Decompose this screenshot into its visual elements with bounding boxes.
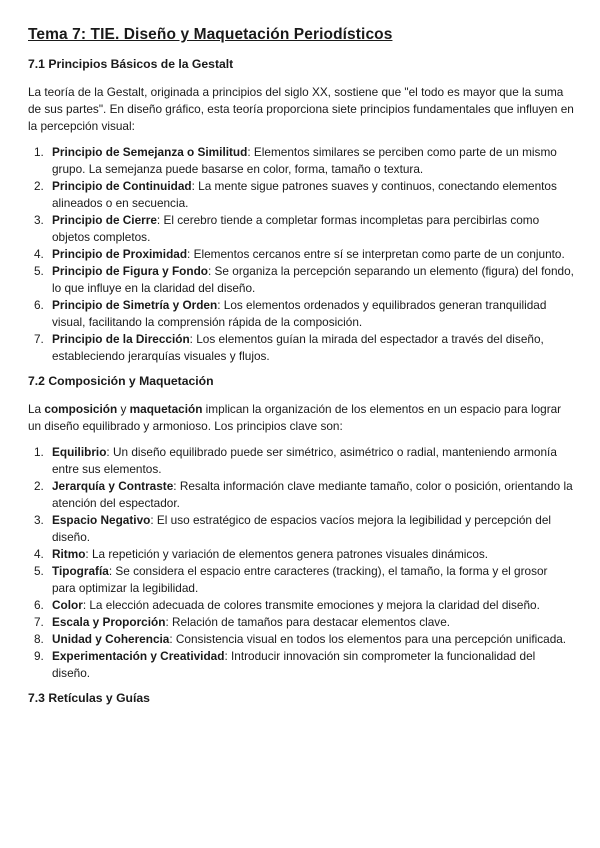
- section-intro: [28, 84, 574, 135]
- intro-text: La: [28, 402, 45, 416]
- intro-bold-term: composición: [44, 402, 118, 416]
- item-description: : Elementos cercanos entre sí se interpretan como parte de un conjunto.: [187, 247, 565, 261]
- list-item: 3. Principio de Cierre: El cerebro tiende a completar formas incompletas para percibirlas como objetos completos.: [34, 213, 540, 244]
- item-term: Experimentación y Creatividad: [52, 649, 225, 663]
- item-term: Principio de Proximidad: [52, 247, 188, 261]
- list-item: 2. Jerarquía y Contraste: Resalta información clave mediante tamaño, color o posición, orientando la atención del espectador.: [34, 479, 573, 510]
- list-item: 4. Principio de Proximidad: Elementos cercanos entre sí se interpretan como parte de un conjunto.: [34, 247, 565, 261]
- section-heading: 7.1 Principios Básicos de la Gestalt: [28, 57, 234, 71]
- item-description: : El cerebro tiende a completar formas incompletas para percibirlas como objetos completos.: [52, 213, 540, 244]
- list-item: 8. Unidad y Coherencia: Consistencia visual en todos los elementos para una percepción unificada.: [34, 632, 567, 646]
- section-composicion: [28, 374, 574, 682]
- intro-text: y: [117, 402, 130, 416]
- item-term: Principio de Simetría y Orden: [52, 298, 218, 312]
- list-item: 5. Tipografía: Se considera el espacio entre caracteres (tracking), el tamaño, la forma y el grosor para optimizar la legibilidad.: [34, 564, 548, 595]
- item-description: : Resalta información clave mediante tamaño, color o posición, orientando la atención del espectador.: [52, 479, 573, 510]
- item-description: : Introducir innovación sin comprometer la funcionalidad del diseño.: [52, 649, 536, 680]
- item-term: Unidad y Coherencia: [52, 632, 170, 646]
- item-description: : Consistencia visual en todos los elementos para una percepción unificada.: [169, 632, 567, 646]
- item-term: Espacio Negativo: [52, 513, 151, 527]
- list-item: 7. Principio de la Dirección: Los elementos guían la mirada del espectador a través del diseño, estableciendo jerarquías visuales y flujos.: [34, 332, 544, 363]
- section-reticulas: [28, 691, 574, 705]
- item-description: : La mente sigue patrones suaves y continuos, conectando elementos alineados o en secuencia.: [52, 179, 557, 210]
- intro-bold-term: maquetación: [129, 402, 203, 416]
- list-item: 2. Principio de Continuidad: La mente sigue patrones suaves y continuos, conectando elementos alineados o en secuencia.: [34, 179, 557, 210]
- list-item: 6. Color: La elección adecuada de colores transmite emociones y mejora la claridad del diseño.: [34, 598, 540, 612]
- item-term: Principio de la Dirección: [52, 332, 190, 346]
- list-item: 3. Espacio Negativo: El uso estratégico de espacios vacíos mejora la legibilidad y percepción del diseño.: [34, 513, 552, 544]
- item-description: : Relación de tamaños para destacar elementos clave.: [165, 615, 451, 629]
- page-title: Tema 7: TIE. Diseño y Maquetación Periodísticos: [28, 26, 393, 43]
- item-description: : El uso estratégico de espacios vacíos mejora la legibilidad y percepción del diseño.: [52, 513, 552, 544]
- item-term: Principio de Semejanza o Similitud: [52, 145, 248, 159]
- item-term: Color: [52, 598, 83, 612]
- list-item: 6. Principio de Simetría y Orden: Los elementos ordenados y equilibrados generan tranquilidad visual, facilitando la comprensión rápida de la composición.: [34, 298, 547, 329]
- item-term: Equilibrio: [52, 445, 107, 459]
- list-item: 4. Ritmo: La repetición y variación de elementos genera patrones visuales dinámicos.: [34, 547, 489, 561]
- item-description: : Un diseño equilibrado puede ser simétrico, asimétrico o radial, manteniendo armonía entre sus elementos.: [52, 445, 557, 476]
- item-description: : Se considera el espacio entre caracteres (tracking), el tamaño, la forma y el grosor para optimizar la legibilidad.: [52, 564, 548, 595]
- list-item: 1. Principio de Semejanza o Similitud: Elementos similares se perciben como parte de un mismo grupo. La semejanza puede basarse en color, forma, tamaño o textura.: [34, 145, 557, 176]
- document-page: [28, 26, 574, 705]
- item-term: Escala y Proporción: [52, 615, 166, 629]
- section-heading: 7.2 Composición y Maquetación: [28, 374, 214, 388]
- list-item: 9. Experimentación y Creatividad: Introducir innovación sin comprometer la funcionalidad del diseño.: [34, 649, 536, 680]
- section-intro: [28, 401, 574, 435]
- item-term: Principio de Figura y Fondo: [52, 264, 208, 278]
- item-description: : Los elementos guían la mirada del espectador a través del diseño, estableciendo jerarquías visuales y flujos.: [52, 332, 544, 363]
- gestalt-principles-list: [28, 144, 574, 365]
- item-description: : La repetición y variación de elementos genera patrones visuales dinámicos.: [85, 547, 489, 561]
- list-item: 5. Principio de Figura y Fondo: Se organiza la percepción separando un elemento (figura) del fondo, lo que influye en la claridad del diseño.: [34, 264, 574, 295]
- item-description: : Elementos similares se perciben como parte de un mismo grupo. La semejanza puede basarse en color, forma, tamaño o textura.: [52, 145, 557, 176]
- item-description: : Los elementos ordenados y equilibrados generan tranquilidad visual, facilitando la comprensión rápida de la composición.: [52, 298, 547, 329]
- intro-text: implican la organización de los elementos en un espacio para lograr un diseño equilibrado y armonioso. Los principios clave son:: [28, 402, 562, 433]
- item-description: : Se organiza la percepción separando un elemento (figura) del fondo, lo que influye en la claridad del diseño.: [52, 264, 574, 295]
- item-term: Jerarquía y Contraste: [52, 479, 174, 493]
- item-term: Principio de Cierre: [52, 213, 157, 227]
- intro-text: La teoría de la Gestalt, originada a principios del siglo XX, sostiene que "el todo es mayor que la suma de sus partes". En diseño gráfico, esta teoría proporciona siete principios fundamentales que influyen en la percepción visual:: [28, 85, 574, 133]
- composition-principles-list: [28, 444, 574, 682]
- item-term: Principio de Continuidad: [52, 179, 192, 193]
- item-term: Ritmo: [52, 547, 86, 561]
- item-description: : La elección adecuada de colores transmite emociones y mejora la claridad del diseño.: [82, 598, 540, 612]
- section-heading: 7.3 Retículas y Guías: [28, 691, 150, 705]
- list-item: 1. Equilibrio: Un diseño equilibrado puede ser simétrico, asimétrico o radial, manteniendo armonía entre sus elementos.: [34, 445, 557, 476]
- list-item: 7. Escala y Proporción: Relación de tamaños para destacar elementos clave.: [34, 615, 451, 629]
- item-term: Tipografía: [52, 564, 109, 578]
- section-gestalt: [28, 57, 574, 365]
